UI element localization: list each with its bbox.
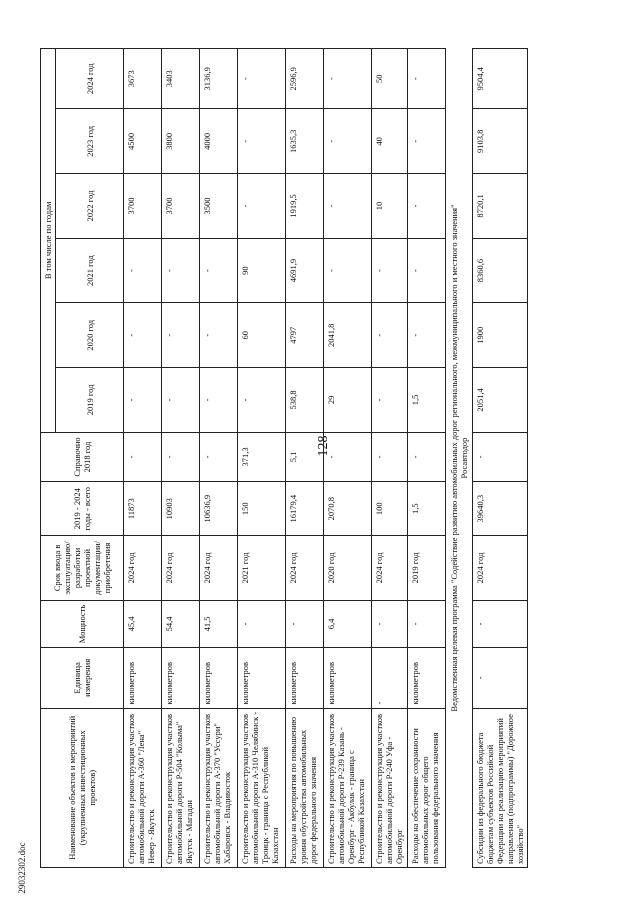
row-ref2018: - [473, 432, 528, 482]
row-deadline: 2021 год [238, 536, 286, 601]
row-2022: 1919,5 [286, 174, 324, 239]
row-2024: 2596,9 [286, 49, 324, 110]
row-2024: - [238, 49, 286, 110]
row-ref2018: - [200, 432, 238, 482]
row-2019: - [238, 368, 286, 433]
row-unit: километров [238, 648, 286, 708]
row-2023: 40 [372, 109, 408, 174]
row-total: 16179,4 [286, 482, 324, 536]
row-2024: - [408, 49, 446, 110]
header-2020: 2020 год [56, 303, 124, 368]
row-unit: километров [324, 648, 372, 708]
row-2020: 60 [238, 303, 286, 368]
row-2021: - [162, 238, 200, 303]
row-name: Строительство и реконструкция участков автомобильной дороги Р-240 Уфа - Оренбург [372, 708, 408, 867]
row-2022: 3500 [200, 174, 238, 239]
row-total: 150 [238, 482, 286, 536]
row-2020: 1900 [473, 303, 528, 368]
row-total: 1,5 [408, 482, 446, 536]
row-name: Строительство и реконструкция участков автомобильной дороги Р-504 "Колыма" Якутск - Магадан [162, 708, 200, 867]
row-ref2018: - [162, 432, 200, 482]
table-row [124, 49, 162, 868]
row-capacity: - [408, 600, 446, 647]
row-2019: - [162, 368, 200, 433]
row-deadline: 2020 год [324, 536, 372, 601]
row-2023: 9103,8 [473, 109, 528, 174]
header-2019: 2019 год [56, 368, 124, 433]
row-2021: - [372, 238, 408, 303]
table-row [200, 49, 238, 868]
table-row [324, 49, 372, 868]
row-name: Расходы на обеспечение сохранности автомобильных дорог общего пользования федерального значения [408, 708, 446, 867]
row-deadline: 2024 год [286, 536, 324, 601]
table-row [162, 49, 200, 868]
row-2023: - [408, 109, 446, 174]
row-2020: - [408, 303, 446, 368]
row-2019: 29 [324, 368, 372, 433]
row-ref2018: - [324, 432, 372, 482]
row-2023: - [238, 109, 286, 174]
row-2021: 8360,6 [473, 238, 528, 303]
row-deadline: 2024 год [473, 536, 528, 601]
header-name: Наименование объектов и мероприятий (укрупненных инвестиционных проектов) [41, 708, 124, 867]
row-2024: 3673 [124, 49, 162, 110]
row-2023: 3800 [162, 109, 200, 174]
row-2022: - [408, 174, 446, 239]
row-2020: - [162, 303, 200, 368]
row-total: 2070,8 [324, 482, 372, 536]
row-2021: - [124, 238, 162, 303]
section-row [446, 49, 473, 868]
row-2019: 1,5 [408, 368, 446, 433]
row-capacity: 54,4 [162, 600, 200, 647]
row-capacity: - [473, 600, 528, 647]
row-2021: - [408, 238, 446, 303]
row-name: Расходы на мероприятия по повышению уровня обустройства автомобильных дорог федерального значения [286, 708, 324, 867]
row-2020: 2041,8 [324, 303, 372, 368]
row-deadline: 2024 год [124, 536, 162, 601]
header-2024: 2024 год [56, 49, 124, 110]
row-2022: - [324, 174, 372, 239]
row-2019: - [372, 368, 408, 433]
row-2019: 538,8 [286, 368, 324, 433]
table-row [286, 49, 324, 868]
row-deadline: 2024 год [200, 536, 238, 601]
row-2024: 50 [372, 49, 408, 110]
row-deadline: 2024 год [372, 536, 408, 601]
row-2021: 90 [238, 238, 286, 303]
row-2020: - [200, 303, 238, 368]
row-2021: - [200, 238, 238, 303]
header-by-years: В том числе по годам [41, 49, 56, 433]
row-total: 39640,3 [473, 482, 528, 536]
row-2022: - [238, 174, 286, 239]
header-unit: Единица измерения [41, 648, 124, 708]
row-total: 100 [372, 482, 408, 536]
table-row [372, 49, 408, 868]
row-unit: - [372, 648, 408, 708]
row-ref2018: - [408, 432, 446, 482]
row-capacity: - [372, 600, 408, 647]
row-2022: 3700 [124, 174, 162, 239]
row-deadline: 2024 год [162, 536, 200, 601]
row-unit: километров [286, 648, 324, 708]
row-ref2018: 371,3 [238, 432, 286, 482]
row-total: 11873 [124, 482, 162, 536]
header-2023: 2023 год [56, 109, 124, 174]
row-2023: 4500 [124, 109, 162, 174]
row-name: Строительство и реконструкция участков автомобильной дороги А-310 Челябинск - Троицк - граница с Республикой Казахстан [238, 708, 286, 867]
row-unit: - [473, 648, 528, 708]
rotated-page [40, 48, 580, 868]
row-unit: километров [408, 648, 446, 708]
row-unit: километров [162, 648, 200, 708]
row-2022: 8720,1 [473, 174, 528, 239]
row-unit: километров [200, 648, 238, 708]
section-org: Росавтодор [459, 437, 470, 479]
row-2020: - [372, 303, 408, 368]
row-name: Строительство и реконструкция участков автомобильной дороги А-370 "Уссури" Хабаровск - Владивосток [200, 708, 238, 867]
header-2022: 2022 год [56, 174, 124, 239]
row-capacity: - [286, 600, 324, 647]
row-2022: 3700 [162, 174, 200, 239]
row-2020: - [124, 303, 162, 368]
row-capacity: 45,4 [124, 600, 162, 647]
header-capacity: Мощность [41, 600, 124, 647]
header-deadline: Срок ввода в эксплуатацию/ разработки проектной документации/ приобретения [41, 536, 124, 601]
row-2024: - [324, 49, 372, 110]
row-2024: 9504,4 [473, 49, 528, 110]
row-ref2018: - [372, 432, 408, 482]
row-2024: 3136,9 [200, 49, 238, 110]
section-title: Ведомственная целевая программа "Содействие развитию автомобильных дорог регионального, межмуниципального и местного значения" [449, 204, 460, 712]
row-total: 10903 [162, 482, 200, 536]
row-name: Строительство и реконструкция участков автомобильной дороги А-360 "Лена" Невер - Якутск [124, 708, 162, 867]
table-row [408, 49, 446, 868]
investment-table [40, 48, 528, 868]
row-2019: 2051,4 [473, 368, 528, 433]
header-ref2018: Справочно 2018 год [41, 432, 124, 482]
row-name: Строительство и реконструкция участков автомобильной дороги Р-239 Казань - Оренбург - Акбулак - граница с Республикой Казахстан [324, 708, 372, 867]
row-2021: 4691,9 [286, 238, 324, 303]
row-capacity: 41,5 [200, 600, 238, 647]
row-2023: 1635,3 [286, 109, 324, 174]
row-ref2018: - [124, 432, 162, 482]
row-2019: - [124, 368, 162, 433]
header-total: 2019 - 2024 годы - всего [41, 482, 124, 536]
row-deadline: 2019 год [408, 536, 446, 601]
row-2021: - [324, 238, 372, 303]
row-2022: 10 [372, 174, 408, 239]
row-name: Субсидии из федерального бюджета бюджетам субъектов Российской Федерации на реализацию мероприятий направления (подпрограммы) "Дорожное хозяйство" [473, 708, 528, 867]
table-row [238, 49, 286, 868]
section-heading [446, 49, 473, 868]
row-2023: 4000 [200, 109, 238, 174]
row-unit: километров [124, 648, 162, 708]
row-capacity: - [238, 600, 286, 647]
header-2021: 2021 год [56, 238, 124, 303]
row-ref2018: 5,1 [286, 432, 324, 482]
row-2019: - [200, 368, 238, 433]
row-capacity: 6,4 [324, 600, 372, 647]
row-2020: 4797 [286, 303, 324, 368]
page-number: 128 [316, 435, 331, 457]
row-2023: - [324, 109, 372, 174]
table-row [473, 49, 528, 868]
row-total: 10636,9 [200, 482, 238, 536]
row-2024: 3403 [162, 49, 200, 110]
document-id: 29032302.doc [17, 842, 27, 894]
